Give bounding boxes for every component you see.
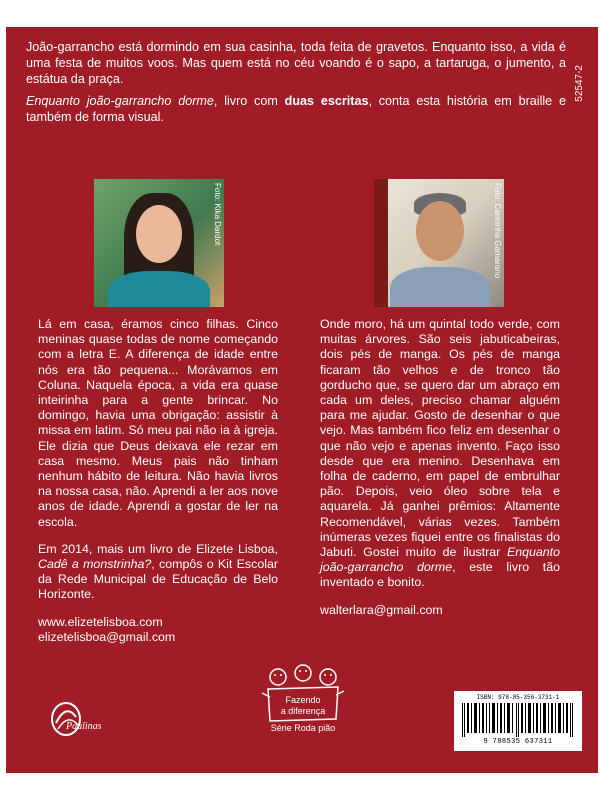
synopsis (26, 39, 566, 131)
author-photo-credit: Foto: Kika Dardot (213, 183, 222, 246)
illustrator-bio-text: Onde moro, há um quintal todo verde, com muitas árvores. São seis jabuticabeiras, dois pés de manga. Os pés de manga ficaram tão velhos e de tronco tão gorducho que, se quero dar um abraço em cada um deles, preciso chamar alguém para me ajudar. Gosto de desenhar o que vejo. Mas também fico feliz em desenhar o que não vejo e apenas invento. Faço isso desde que era menino. Desenhava em folha de caderno, em papel de embrulhar pão. Depois, veio óleo sobre tela e aquarela. Já ganhei prêmios: Altamente Recomendável, várias vezes. Também inúmeras vezes fiquei entre os finalistas do Jabuti. Gostei muito de ilustrar (320, 317, 560, 560)
author-bio (38, 317, 278, 645)
catalog-code: 52547-2 (574, 65, 585, 102)
synopsis-paragraph-2 (26, 93, 566, 125)
author-bio-paragraph: Lá em casa, éramos cinco filhas. Cinco meninas quase todas de nome começando com a letra E. A diferença de idade entre nós era tão pequena... Morávamos em Coluna. Naquela época, a vida era quase inteirinha para a gente brincar. No domingo, havia uma obrigação: assistir à missa em latim. Só meu pai não ia à igreja. Ele dizia que Deus deixava ele rezar em casa mesmo. Meus pais não tinham nenhum hábito de leitura. Não havia livros na nossa casa, não. Aprendi a ler aos nove anos de idade. Aprendi a gostar de ler na escola. (38, 317, 278, 529)
illustrator-contact (320, 603, 560, 618)
author-website-link[interactable]: www.elizetelisboa.com (38, 614, 163, 629)
author-email-link[interactable]: elizetelisboa@gmail.com (38, 629, 176, 644)
illustrator-bio (320, 317, 560, 618)
series-logo-text-2: a diferença (280, 706, 326, 716)
illustrator-email-link[interactable]: walterlara@gmail.com (320, 602, 443, 617)
illustrator-bio-text-end: , este livro tão inventado e bonito. (320, 560, 560, 590)
author-contact (38, 615, 278, 645)
illustrator-photo-credit: Foto: Carminha Gamarano (493, 183, 502, 279)
synopsis-paragraph-1: João-garrancho está dormindo em sua casinha, toda feita de gravetos. Enquanto isso, a vida é uma festa de muitos voos. Mas quem está no céu voando é o sapo, a tartaruga, o jumento, a estátua da praça. (26, 40, 566, 86)
illustrator-photo (374, 179, 504, 307)
synopsis-text-end: , conta esta história em braille e também de forma visual. (26, 94, 566, 124)
author-bio-text-end: , compôs o Kit Escolar da Rede Municipal de Educação de Belo Horizonte. (38, 557, 278, 602)
isbn-barcode (454, 691, 582, 751)
barcode-icon (462, 703, 574, 737)
synopsis-text: , livro com (213, 94, 285, 108)
publisher-name: Paulinas (66, 721, 102, 732)
illustrated-book-title: Enquanto joão-garrancho dorme (320, 545, 560, 575)
isbn-number: 9 788535 637311 (483, 738, 553, 746)
author-photo (94, 179, 224, 307)
series-name: Série Roda pião (270, 723, 336, 733)
two-writings-emphasis: duas escritas (284, 94, 369, 108)
illustrator-face (416, 201, 464, 261)
other-book-title: Cadê a monstrinha? (38, 557, 152, 572)
author-bio-paragraph-2 (38, 542, 278, 603)
series-logo-text: Fazendo (285, 695, 321, 705)
author-face (136, 205, 182, 263)
back-cover (6, 27, 598, 773)
paulinas-logo-icon (48, 699, 128, 739)
illustrator-bio-paragraph (320, 317, 560, 591)
isbn-label: ISBN: 978-85-356-3731-1 (476, 694, 560, 701)
author-bio-text: Em 2014, mais um livro de Elizete Lisboa, (38, 541, 278, 556)
book-title: Enquanto joão-garrancho dorme (26, 94, 214, 108)
